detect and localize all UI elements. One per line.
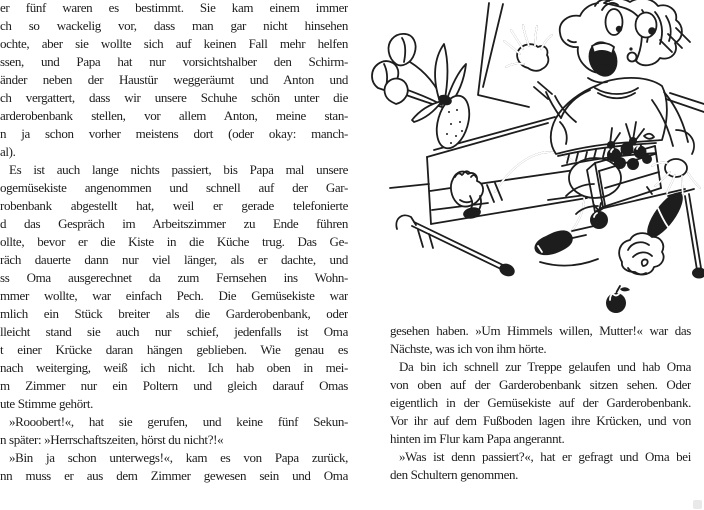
right-page-text-column bbox=[390, 322, 691, 484]
text-line: »Rooobert!«, hat sie gerufen, und keine fünf Sekun- bbox=[9, 414, 348, 429]
text-line: m Zimmer nur ein Poltern und gleich darauf Omas bbox=[0, 378, 348, 393]
text-line: ch vergattert, dass wir unsere Schuhe schön unter die bbox=[0, 90, 348, 105]
text-line: ch so wackelig vor, dass man gar nicht hinsehen bbox=[0, 18, 348, 33]
page-number-partial bbox=[693, 500, 702, 509]
illustration bbox=[352, 0, 704, 320]
text-line: ute Stimme gehört. bbox=[0, 396, 93, 411]
text-line: von oben auf der Garderobenbank sitzen sehen. Oder bbox=[390, 377, 691, 392]
text-line: Da bin ich schnell zur Treppe gelaufen und hab Oma bbox=[399, 359, 691, 374]
text-line: mlich ein Stück breiter als die Garderobenbank, oder bbox=[0, 306, 348, 321]
text-line: Vor ihr auf dem Fußboden lagen ihre Krücken, und von bbox=[390, 413, 691, 428]
text-line: Nächste, was ich von ihm hörte. bbox=[390, 341, 547, 356]
text-line: arderobenbank stellen, vor allem Anton, meine stan- bbox=[0, 108, 348, 123]
text-line: ss Oma ausgerechnet da zum Fernsehen ins Wohn- bbox=[0, 270, 348, 285]
text-line: »Bin ja schon unterwegs!«, kam es von Papa zurück, bbox=[9, 450, 348, 465]
illustration-svg bbox=[352, 0, 704, 320]
text-line: gesehen haben. »Um Himmels willen, Mutter!« war das bbox=[390, 323, 691, 338]
text-line: »Was ist denn passiert?«, hat er gefragt und Oma bei bbox=[399, 449, 691, 464]
text-line: d das Gespräch im Arbeitszimmer zu Ende führen bbox=[0, 216, 348, 231]
text-line: lleicht stand sie auch nur schief, jedenfalls ist Oma bbox=[0, 324, 348, 339]
left-page-text-column bbox=[0, 0, 348, 485]
text-line: Es ist auch lange nichts passiert, bis Papa mal unsere bbox=[9, 162, 348, 177]
text-line: robenbank abgestellt hat, weil er gerade telefonierte bbox=[0, 198, 348, 213]
earring bbox=[628, 53, 637, 62]
text-line: hinten im Flur kam Papa angerannt. bbox=[390, 431, 565, 446]
text-line: nn muss er aus dem Zimmer gewesen sein und Oma bbox=[0, 468, 348, 483]
text-line: mmer wollte, war einfach Pech. Die Gemüsekiste war bbox=[0, 288, 348, 303]
text-line: n ja schon vorher meistens dort (oder okay: manch- bbox=[0, 126, 348, 141]
text-line: t einer Krücke daran hängen geblieben. Wie genau es bbox=[0, 342, 348, 357]
apple bbox=[606, 286, 630, 313]
text-line: ochte, aber sie wollte sich auf keinen Fall mehr helfen bbox=[0, 36, 348, 51]
cabbage bbox=[619, 233, 663, 274]
cucumber-vase bbox=[431, 92, 475, 152]
text-line: änder neben der Haustür weggeräumt und Anton und bbox=[0, 72, 348, 87]
left-crutch bbox=[396, 215, 516, 278]
grandma-head bbox=[560, 0, 682, 82]
text-line: ollte, bevor er die Kiste in die Küche trug. Das Ge- bbox=[0, 234, 348, 249]
text-line: den Schultern genommen. bbox=[390, 467, 519, 482]
loafer-shoe bbox=[534, 230, 572, 255]
text-line: n später: »Herrschaftszeiten, hörst du nicht?!« bbox=[0, 432, 224, 447]
text-line: ssen, und Papa hat nur vorsichtshalber den Schirm- bbox=[0, 54, 348, 69]
text-line: räch dauerte dann nur viel länger, als er dachte, und bbox=[0, 252, 348, 267]
text-line: al). bbox=[0, 144, 16, 159]
text-line: eigentlich in der Gemüsekiste auf der Garderobenbank. bbox=[390, 395, 691, 410]
bare-foot-with-sock bbox=[451, 171, 483, 220]
text-line: er fünf waren es bestimmt. Sie kam einem immer bbox=[0, 0, 348, 15]
text-line: ogemüsekiste angenommen und schnell auf der Gar- bbox=[0, 180, 348, 195]
text-line: nach weiterging, weiß ich nicht. Ich hab oben in mei- bbox=[0, 360, 348, 375]
